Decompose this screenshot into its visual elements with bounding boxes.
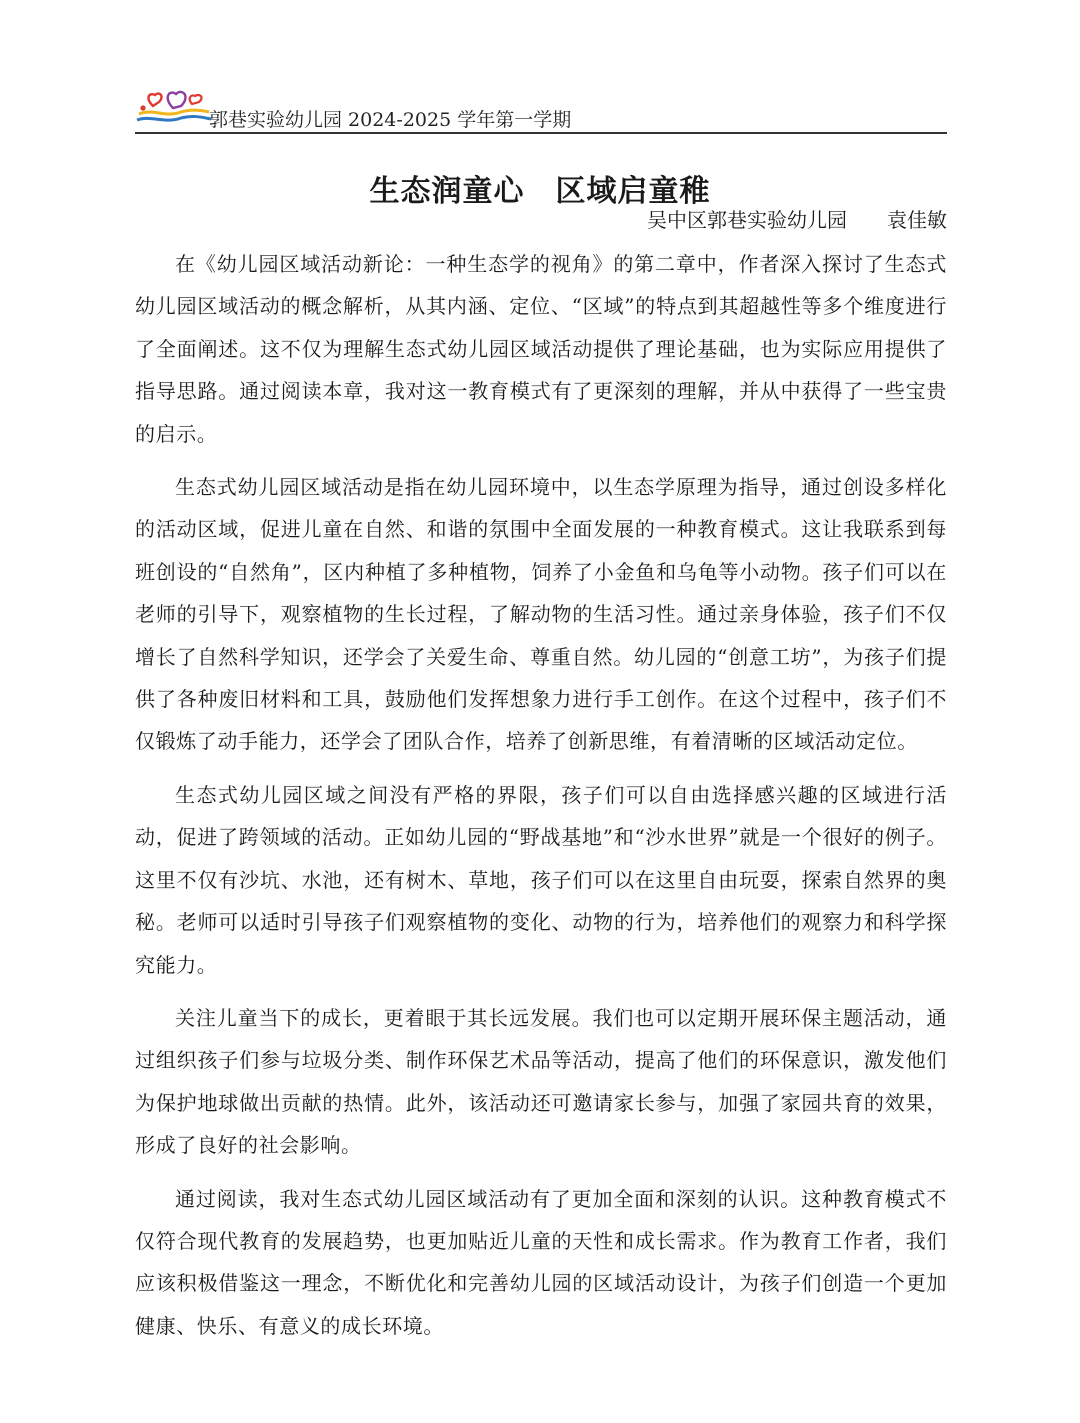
school-term-label: 郭巷实验幼儿园 2024-2025 学年第一学期 <box>209 109 572 131</box>
heart-swoosh-logo-icon <box>135 88 213 128</box>
logo-heart-center <box>168 92 186 108</box>
article-title: 生态润童心 区域启童稚 <box>369 174 711 210</box>
article-paragraph: 生态式幼儿园区域之间没有严格的界限，孩子们可以自由选择感兴趣的区域进行活动，促进了跨领域的活动。正如幼儿园的“野战基地”和“沙水世界”就是一个很好的例子。这里不仅有沙坑、水池，还有树木、草地，孩子们可以在这里自由玩耍，探索自然界的奥秘。老师可以适时引导孩子们观察植物的变化、动物的行为，培养他们的观察力和科学探究能力。 <box>135 782 947 977</box>
logo-wave-blue <box>137 116 211 120</box>
article-paragraph: 在《幼儿园区域活动新论：一种生态学的视角》的第二章中，作者深入探讨了生态式幼儿园区域活动的概念解析，从其内涵、定位、“区域”的特点到其超越性等多个维度进行了全面阐述。这不仅为理解生态式幼儿园区域活动提供了理论基础，也为实际应用提供了指导思路。通过阅读本章，我对这一教育模式有了更深刻的理解，并从中获得了一些宝贵的启示。 <box>135 252 947 446</box>
header-divider <box>135 132 947 134</box>
logo-wave-yellow <box>139 110 209 114</box>
article-paragraph: 关注儿童当下的成长，更着眼于其长远发展。我们也可以定期开展环保主题活动，通过组织孩子们参与垃圾分类、制作环保艺术品等活动，提高了他们的环保意识，激发他们为保护地球做出贡献的热情。此外，该活动还可邀请家长参与，加强了家园共育的效果，形成了良好的社会影响。 <box>135 1005 947 1158</box>
logo-dot <box>140 105 145 110</box>
logo-heart-right <box>190 95 202 104</box>
article-body <box>135 243 947 1358</box>
page-header <box>135 88 947 134</box>
author-byline: 吴中区郭巷实验幼儿园 袁佳敏 <box>647 208 947 232</box>
article-paragraph: 通过阅读，我对生态式幼儿园区域活动有了更加全面和深刻的认识。这种教育模式不仅符合现代教育的发展趋势，也更加贴近儿童的天性和成长需求。作为教育工作者，我们应该积极借鉴这一理念，不断优化和完善幼儿园的区域活动设计，为孩子们创造一个更加健康、快乐、有意义的成长环境。 <box>135 1186 947 1338</box>
article-paragraph: 生态式幼儿园区域活动是指在幼儿园环境中，以生态学原理为指导，通过创设多样化的活动区域，促进儿童在自然、和谐的氛围中全面发展的一种教育模式。这让我联系到每班创设的“自然角”，区内种植了多种植物，饲养了小金鱼和乌龟等小动物。孩子们可以在老师的引导下，观察植物的生长过程，了解动物的生活习性。通过亲身体验，孩子们不仅增长了自然科学知识，还学会了关爱生命、尊重自然。幼儿园的“创意工坊”，为孩子们提供了各种废旧材料和工具，鼓励他们发挥想象力进行手工创作。在这个过程中，孩子们不仅锻炼了动手能力，还学会了团队合作，培养了创新思维，有着清晰的区域活动定位。 <box>135 475 947 754</box>
logo-heart-left <box>149 94 162 106</box>
